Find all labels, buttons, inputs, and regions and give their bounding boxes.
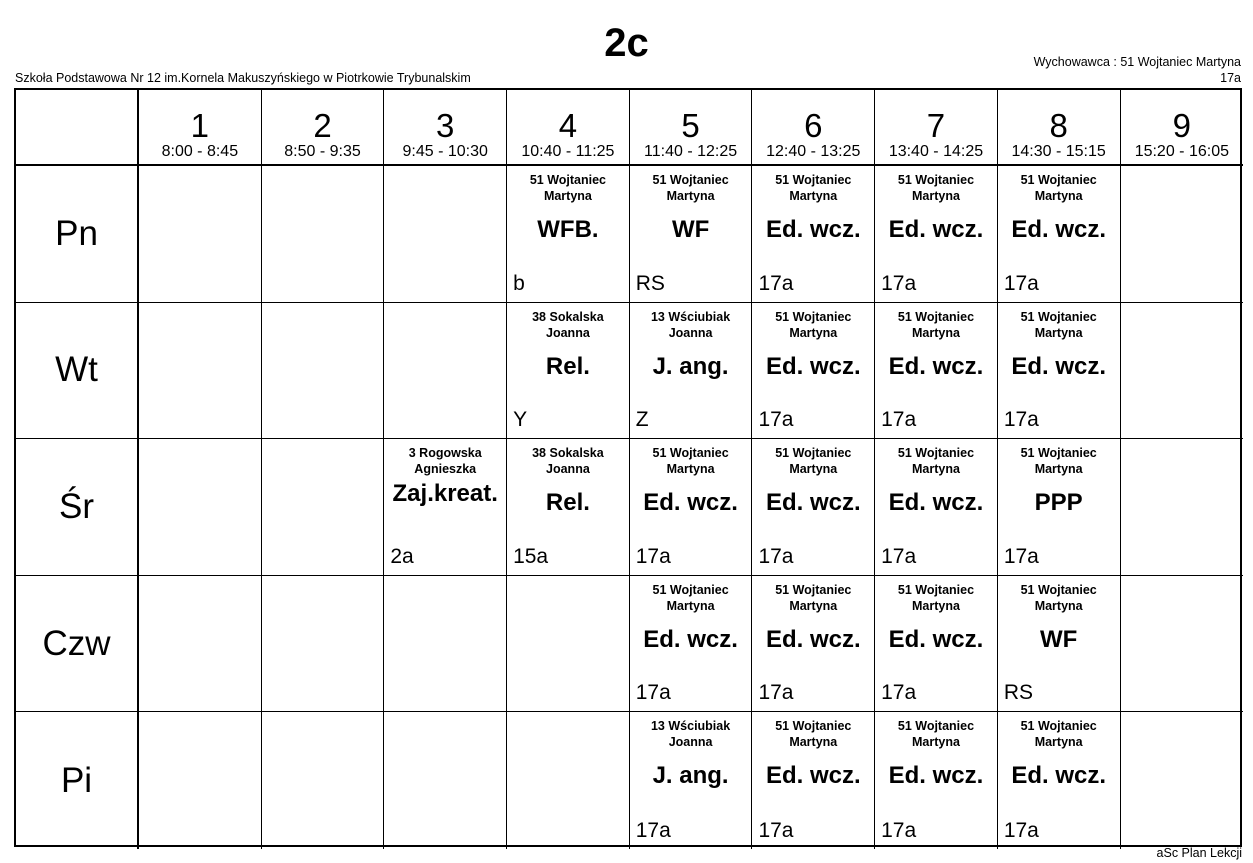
lesson-room: 17a xyxy=(881,818,917,842)
period-number: 5 xyxy=(681,107,700,144)
day-label: Śr xyxy=(59,486,94,526)
period-header xyxy=(262,90,385,166)
lesson-teacher: 13 Wściubiak Joanna xyxy=(650,309,731,340)
lesson-subject: WFB. xyxy=(537,216,599,243)
footer-credit: aSc Plan Lekcji xyxy=(1156,846,1242,860)
lesson-room: 17a xyxy=(758,544,794,568)
period-time: 11:40 - 12:25 xyxy=(644,143,738,160)
lesson-room: RS xyxy=(635,271,665,295)
lesson-teacher: 51 Wojtaniec Martyna xyxy=(775,173,852,203)
lesson-subject: Ed. wcz. xyxy=(888,216,984,243)
lesson-cell[interactable] xyxy=(875,166,998,303)
lesson-subject: Ed. wcz. xyxy=(765,352,861,380)
lesson-room: 17a xyxy=(635,818,671,842)
lesson-room: 17a xyxy=(881,681,917,705)
lesson-room: 17a xyxy=(881,544,917,568)
lesson-subject: Ed. wcz. xyxy=(888,762,984,790)
lesson-cell[interactable] xyxy=(752,576,875,713)
lesson-teacher: 51 Wojtaniec Martyna xyxy=(652,446,729,477)
lesson-cell[interactable] xyxy=(998,439,1121,576)
period-time: 8:00 - 8:45 xyxy=(161,143,239,160)
lesson-cell[interactable] xyxy=(875,303,998,440)
lesson-teacher: 51 Wojtaniec Martyna xyxy=(897,582,975,613)
day-header xyxy=(16,166,139,303)
lesson-cell[interactable] xyxy=(630,439,753,576)
lesson-teacher: 51 Wojtaniec Martyna xyxy=(1020,719,1097,750)
period-time: 13:40 - 14:25 xyxy=(888,143,984,160)
lesson-cell[interactable] xyxy=(630,303,753,440)
lesson-room: 17a xyxy=(758,818,794,842)
empty-cell xyxy=(139,712,262,849)
empty-cell xyxy=(262,303,385,440)
period-header xyxy=(998,90,1121,166)
lesson-subject: Ed. wcz. xyxy=(765,216,861,243)
lesson-room: 17a xyxy=(1003,271,1039,295)
period-header xyxy=(875,90,998,166)
homeroom-teacher: Wychowawca : 51 Wojtaniec Martyna xyxy=(1033,55,1241,69)
lesson-room: b xyxy=(513,271,525,295)
lesson-subject: J. ang. xyxy=(652,762,729,790)
lesson-teacher: 51 Wojtaniec Martyna xyxy=(775,309,852,340)
lesson-subject: Rel. xyxy=(545,489,590,517)
lesson-room: 17a xyxy=(635,681,671,705)
day-header xyxy=(16,576,139,713)
period-number: 1 xyxy=(190,107,210,144)
day-label: Wt xyxy=(55,350,98,390)
lesson-cell[interactable] xyxy=(752,166,875,303)
period-number: 8 xyxy=(1049,107,1068,144)
lesson-room: 17a xyxy=(1003,544,1039,568)
empty-cell xyxy=(507,712,630,849)
empty-cell xyxy=(384,712,507,849)
lesson-subject: Rel. xyxy=(545,352,590,380)
lesson-teacher: 51 Wojtaniec Martyna xyxy=(1020,173,1097,203)
lesson-teacher: 51 Wojtaniec Martyna xyxy=(1020,446,1097,477)
lesson-subject: Ed. wcz. xyxy=(765,489,861,517)
period-time: 15:20 - 16:05 xyxy=(1134,143,1229,160)
school-name: Szkoła Podstawowa Nr 12 im.Kornela Makuszyńskiego w Piotrkowie Trybunalskim xyxy=(15,71,471,85)
lesson-subject: WF xyxy=(1040,625,1078,653)
period-header xyxy=(384,90,507,166)
lesson-cell[interactable] xyxy=(875,712,998,849)
empty-cell xyxy=(384,576,507,713)
lesson-teacher: 51 Wojtaniec Martyna xyxy=(775,582,852,613)
timetable-grid xyxy=(14,88,1242,847)
period-header xyxy=(139,90,262,166)
lesson-teacher: 51 Wojtaniec Martyna xyxy=(897,446,975,477)
lesson-room: Z xyxy=(635,408,649,432)
lesson-cell[interactable] xyxy=(998,712,1121,849)
period-time: 12:40 - 13:25 xyxy=(766,143,861,160)
lesson-cell[interactable] xyxy=(507,439,630,576)
lesson-room: 17a xyxy=(1003,818,1039,842)
lesson-room: 2a xyxy=(390,544,414,568)
day-label: Pn xyxy=(55,213,98,253)
lesson-cell[interactable] xyxy=(752,712,875,849)
lesson-room: 17a xyxy=(1003,408,1039,432)
corner-cell xyxy=(16,90,139,166)
lesson-room: 17a xyxy=(881,408,917,432)
day-header xyxy=(16,712,139,849)
lesson-subject: Ed. wcz. xyxy=(888,625,984,653)
lesson-room: 15a xyxy=(513,544,549,568)
lesson-teacher: 51 Wojtaniec Martyna xyxy=(897,173,975,203)
lesson-room: 17a xyxy=(758,681,794,705)
empty-cell xyxy=(139,303,262,440)
empty-cell xyxy=(384,303,507,440)
lesson-room: 17a xyxy=(758,408,794,432)
lesson-teacher: 13 Wściubiak Joanna xyxy=(650,719,731,750)
lesson-subject: Ed. wcz. xyxy=(1011,762,1106,790)
lesson-subject: Zaj.kreat. xyxy=(392,480,498,508)
lesson-subject: Ed. wcz. xyxy=(1011,216,1106,243)
lesson-teacher: 51 Wojtaniec Martyna xyxy=(775,719,852,750)
lesson-subject: Ed. wcz. xyxy=(1011,352,1106,380)
empty-cell xyxy=(1121,712,1244,849)
lesson-teacher: 51 Wojtaniec Martyna xyxy=(652,173,729,203)
period-header xyxy=(507,90,630,166)
lesson-subject: J. ang. xyxy=(652,352,729,380)
empty-cell xyxy=(139,439,262,576)
lesson-teacher: 38 Sokalska Joanna xyxy=(532,309,604,340)
lesson-cell[interactable] xyxy=(630,712,753,849)
period-number: 4 xyxy=(558,107,578,144)
period-header xyxy=(752,90,875,166)
lesson-subject: Ed. wcz. xyxy=(765,762,861,790)
lesson-cell[interactable] xyxy=(875,576,998,713)
lesson-teacher: 38 Sokalska Joanna xyxy=(532,446,604,477)
empty-cell xyxy=(262,712,385,849)
empty-cell xyxy=(507,576,630,713)
period-number: 2 xyxy=(313,107,332,144)
empty-cell xyxy=(1121,576,1244,713)
empty-cell xyxy=(1121,439,1244,576)
empty-cell xyxy=(139,166,262,303)
homeroom-room: 17a xyxy=(1220,71,1241,85)
lesson-teacher: 51 Wojtaniec Martyna xyxy=(1020,309,1097,340)
lesson-room: Y xyxy=(513,408,528,432)
period-header xyxy=(630,90,753,166)
lesson-cell[interactable] xyxy=(630,166,753,303)
lesson-teacher: 3 Rogowska Agnieszka xyxy=(408,446,482,477)
day-header xyxy=(16,303,139,440)
period-time: 10:40 - 11:25 xyxy=(521,143,615,160)
lesson-room: 17a xyxy=(635,544,671,568)
lesson-cell[interactable] xyxy=(752,439,875,576)
period-header xyxy=(1121,90,1244,166)
lesson-subject: Ed. wcz. xyxy=(643,489,738,517)
lesson-teacher: 51 Wojtaniec Martyna xyxy=(529,173,606,203)
lesson-cell[interactable] xyxy=(998,576,1121,713)
empty-cell xyxy=(262,576,385,713)
class-title: 2c xyxy=(604,21,649,65)
empty-cell xyxy=(1121,303,1244,440)
lesson-cell[interactable] xyxy=(507,303,630,440)
period-number: 3 xyxy=(436,107,455,144)
lesson-cell[interactable] xyxy=(752,303,875,440)
lesson-subject: Ed. wcz. xyxy=(765,625,861,653)
period-time: 9:45 - 10:30 xyxy=(402,143,488,160)
lesson-subject: WF xyxy=(671,216,710,243)
lesson-subject: Ed. wcz. xyxy=(888,489,984,517)
lesson-cell[interactable] xyxy=(507,166,630,303)
lesson-teacher: 51 Wojtaniec Martyna xyxy=(897,309,975,340)
lesson-teacher: 51 Wojtaniec Martyna xyxy=(897,719,975,750)
period-number: 9 xyxy=(1172,107,1192,144)
day-header xyxy=(16,439,139,576)
lesson-teacher: 51 Wojtaniec Martyna xyxy=(1020,582,1097,613)
day-label: Pi xyxy=(60,760,93,800)
lesson-subject: Ed. wcz. xyxy=(888,352,984,380)
lesson-cell[interactable] xyxy=(384,439,507,576)
empty-cell xyxy=(262,439,385,576)
lesson-subject: Ed. wcz. xyxy=(643,625,738,653)
lesson-cell[interactable] xyxy=(875,439,998,576)
lesson-room: 17a xyxy=(881,271,917,295)
period-time: 14:30 - 15:15 xyxy=(1011,143,1106,160)
lesson-room: RS xyxy=(1003,681,1033,705)
lesson-teacher: 51 Wojtaniec Martyna xyxy=(775,446,852,477)
lesson-cell[interactable] xyxy=(998,166,1121,303)
lesson-cell[interactable] xyxy=(998,303,1121,440)
lesson-room: 17a xyxy=(758,271,794,295)
empty-cell xyxy=(1121,166,1244,303)
empty-cell xyxy=(384,166,507,303)
period-number: 6 xyxy=(804,107,823,144)
day-label: Czw xyxy=(42,623,111,663)
lesson-subject: PPP xyxy=(1034,489,1083,517)
lesson-cell[interactable] xyxy=(630,576,753,713)
lesson-teacher: 51 Wojtaniec Martyna xyxy=(652,582,729,613)
empty-cell xyxy=(139,576,262,713)
empty-cell xyxy=(262,166,385,303)
period-time: 8:50 - 9:35 xyxy=(284,143,361,160)
period-number: 7 xyxy=(926,107,946,144)
